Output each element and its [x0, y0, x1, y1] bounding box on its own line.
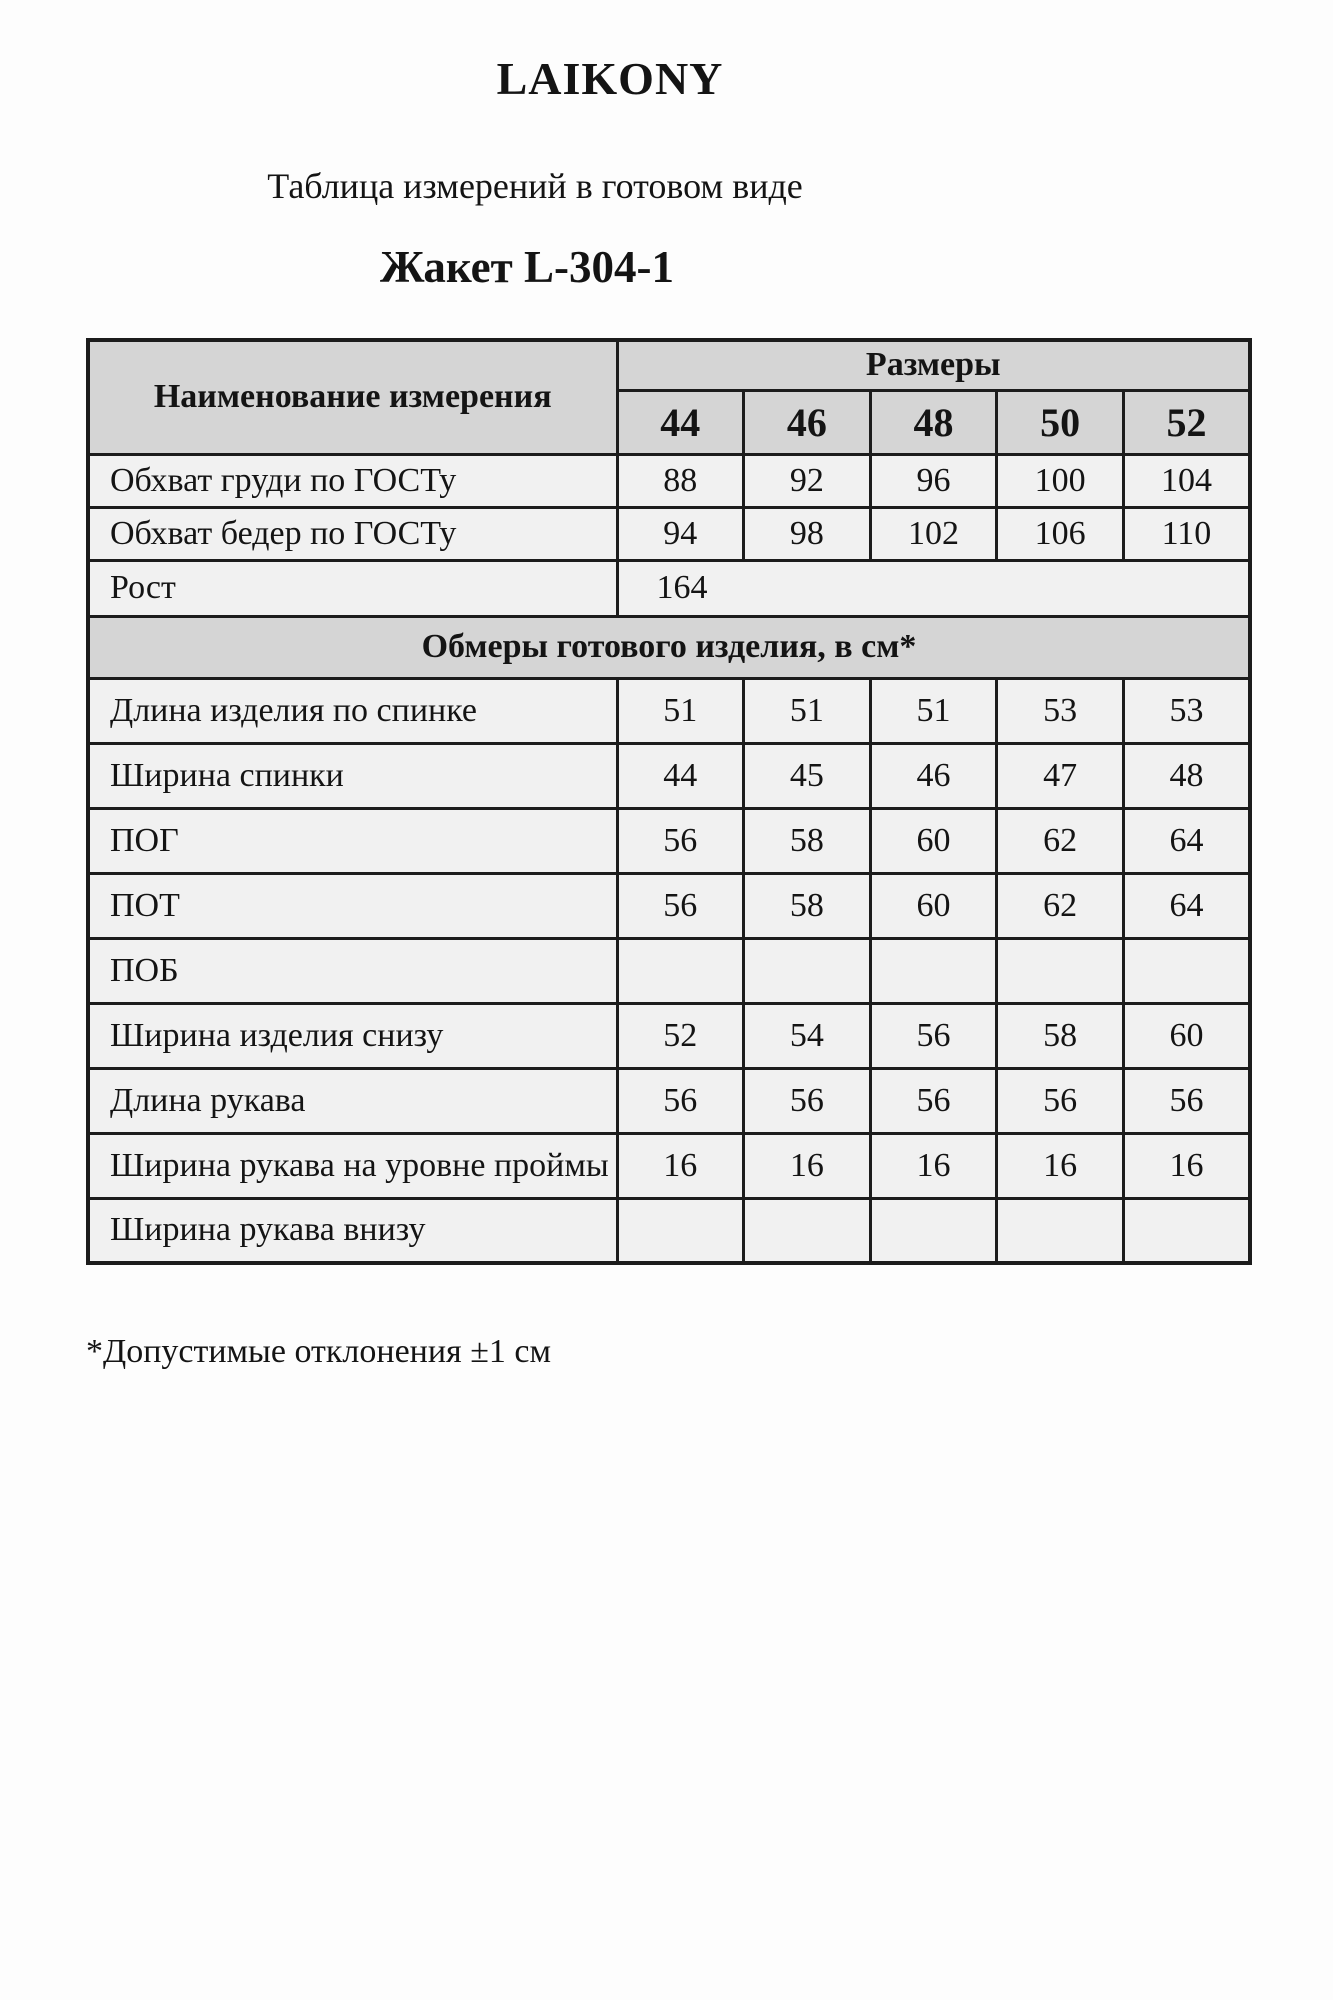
- table-row: [88, 1133, 1250, 1198]
- measurement-value-cell: 62: [997, 808, 1124, 873]
- measurement-value-cell: 52: [617, 1003, 744, 1068]
- table-row: [88, 678, 1250, 743]
- measurement-value-cell: 53: [997, 678, 1124, 743]
- measurement-value-cell: [617, 1198, 744, 1263]
- measurement-value-cell: 56: [870, 1068, 997, 1133]
- table-row: [88, 808, 1250, 873]
- table-row: [88, 1068, 1250, 1133]
- brand-title: LAIKONY: [496, 53, 724, 104]
- table-row: [88, 743, 1250, 808]
- measurement-value-cell: 56: [617, 808, 744, 873]
- measurement-label: Ширина рукава внизу: [88, 1198, 617, 1263]
- table-row: [88, 507, 1250, 560]
- measurement-value-cell: 64: [1123, 808, 1250, 873]
- size-column-header: 46: [744, 390, 871, 454]
- measurement-value-cell: 102: [870, 507, 997, 560]
- measurement-value-cell: 56: [1123, 1068, 1250, 1133]
- size-column-header: 50: [997, 390, 1124, 454]
- measurement-value-cell: 16: [1123, 1133, 1250, 1198]
- measurement-value-cell: [1123, 1198, 1250, 1263]
- table-row: [88, 1198, 1250, 1263]
- measurement-value-cell: 56: [617, 1068, 744, 1133]
- measurement-value-cell: 58: [744, 808, 871, 873]
- measurement-label: ПОБ: [88, 938, 617, 1003]
- measurement-label: ПОТ: [88, 873, 617, 938]
- measurement-value-cell: [870, 938, 997, 1003]
- measurement-value-cell: 96: [870, 454, 997, 507]
- product-title: Жакет L-304-1: [380, 242, 674, 292]
- measurement-value-cell: 104: [1123, 454, 1250, 507]
- table-row: [88, 1003, 1250, 1068]
- measurement-value-cell: 100: [997, 454, 1124, 507]
- table-section-header: Обмеры готового изделия, в см*: [88, 616, 1250, 678]
- measurement-value-cell: 46: [870, 743, 997, 808]
- measurement-value-cell: 60: [1123, 1003, 1250, 1068]
- measurement-value-cell: 62: [997, 873, 1124, 938]
- measurement-value-cell: 47: [997, 743, 1124, 808]
- measurement-value-cell: [617, 938, 744, 1003]
- document-subtitle: Таблица измерений в готовом виде: [267, 166, 803, 206]
- size-column-header: 48: [870, 390, 997, 454]
- measurement-value-cell: 51: [744, 678, 871, 743]
- measurement-value-cell: 58: [997, 1003, 1124, 1068]
- measurement-value-cell: [997, 1198, 1124, 1263]
- measurement-value-cell: [744, 938, 871, 1003]
- table-row: [88, 616, 1250, 678]
- measurement-label: Ширина спинки: [88, 743, 617, 808]
- measurement-value-cell: [744, 1198, 871, 1263]
- measurement-value-cell: 88: [617, 454, 744, 507]
- measurement-value-cell: [1123, 938, 1250, 1003]
- measurement-table: [86, 338, 1252, 1265]
- measurement-value-cell: 64: [1123, 873, 1250, 938]
- measurement-label: Длина изделия по спинке: [88, 678, 617, 743]
- measurement-value-cell: 92: [744, 454, 871, 507]
- size-column-header: 44: [617, 390, 744, 454]
- table-row: [88, 938, 1250, 1003]
- measurement-value-cell: 56: [617, 873, 744, 938]
- measurement-label: Обхват груди по ГОСТу: [88, 454, 617, 507]
- measurement-value-cell: 45: [744, 743, 871, 808]
- size-column-header: 52: [1123, 390, 1250, 454]
- measurement-label: Ширина рукава на уровне проймы: [88, 1133, 617, 1198]
- measurement-value-cell: 53: [1123, 678, 1250, 743]
- measurement-value-cell: 56: [870, 1003, 997, 1068]
- measurement-value-cell: 16: [744, 1133, 871, 1198]
- measurement-value-cell: [870, 1198, 997, 1263]
- footnote: *Допустимые отклонения ±1 см: [86, 1333, 551, 1370]
- table-row: [88, 873, 1250, 938]
- table-row: [88, 560, 1250, 616]
- measurement-value-cell: 16: [870, 1133, 997, 1198]
- table-row: [88, 454, 1250, 507]
- measurement-value-cell: [997, 938, 1124, 1003]
- measurement-value-cell: 48: [1123, 743, 1250, 808]
- name-column-header: Наименование измерения: [88, 340, 617, 454]
- table-header-row: [88, 340, 1250, 390]
- measurement-label: Обхват бедер по ГОСТу: [88, 507, 617, 560]
- measurement-value-cell: 98: [744, 507, 871, 560]
- measurement-label: ПОГ: [88, 808, 617, 873]
- measurement-label: Длина рукава: [88, 1068, 617, 1133]
- measurement-value-cell: 106: [997, 507, 1124, 560]
- measurement-value-cell: 110: [1123, 507, 1250, 560]
- measurement-value-cell: 58: [744, 873, 871, 938]
- measurement-value-cell: 44: [617, 743, 744, 808]
- measurement-value-cell: 16: [617, 1133, 744, 1198]
- measurement-value-merged: 164: [617, 560, 1250, 616]
- measurement-value-cell: 54: [744, 1003, 871, 1068]
- measurement-value-cell: 56: [744, 1068, 871, 1133]
- measurement-value-cell: 16: [997, 1133, 1124, 1198]
- measurement-value-cell: 56: [997, 1068, 1124, 1133]
- measurement-value-cell: 51: [870, 678, 997, 743]
- measurement-label: Рост: [88, 560, 617, 616]
- measurement-value-cell: 94: [617, 507, 744, 560]
- measurement-value-cell: 60: [870, 808, 997, 873]
- measurement-label: Ширина изделия снизу: [88, 1003, 617, 1068]
- measurement-value-cell: 60: [870, 873, 997, 938]
- measurement-value-cell: 51: [617, 678, 744, 743]
- sizes-group-header: Размеры: [617, 340, 1250, 390]
